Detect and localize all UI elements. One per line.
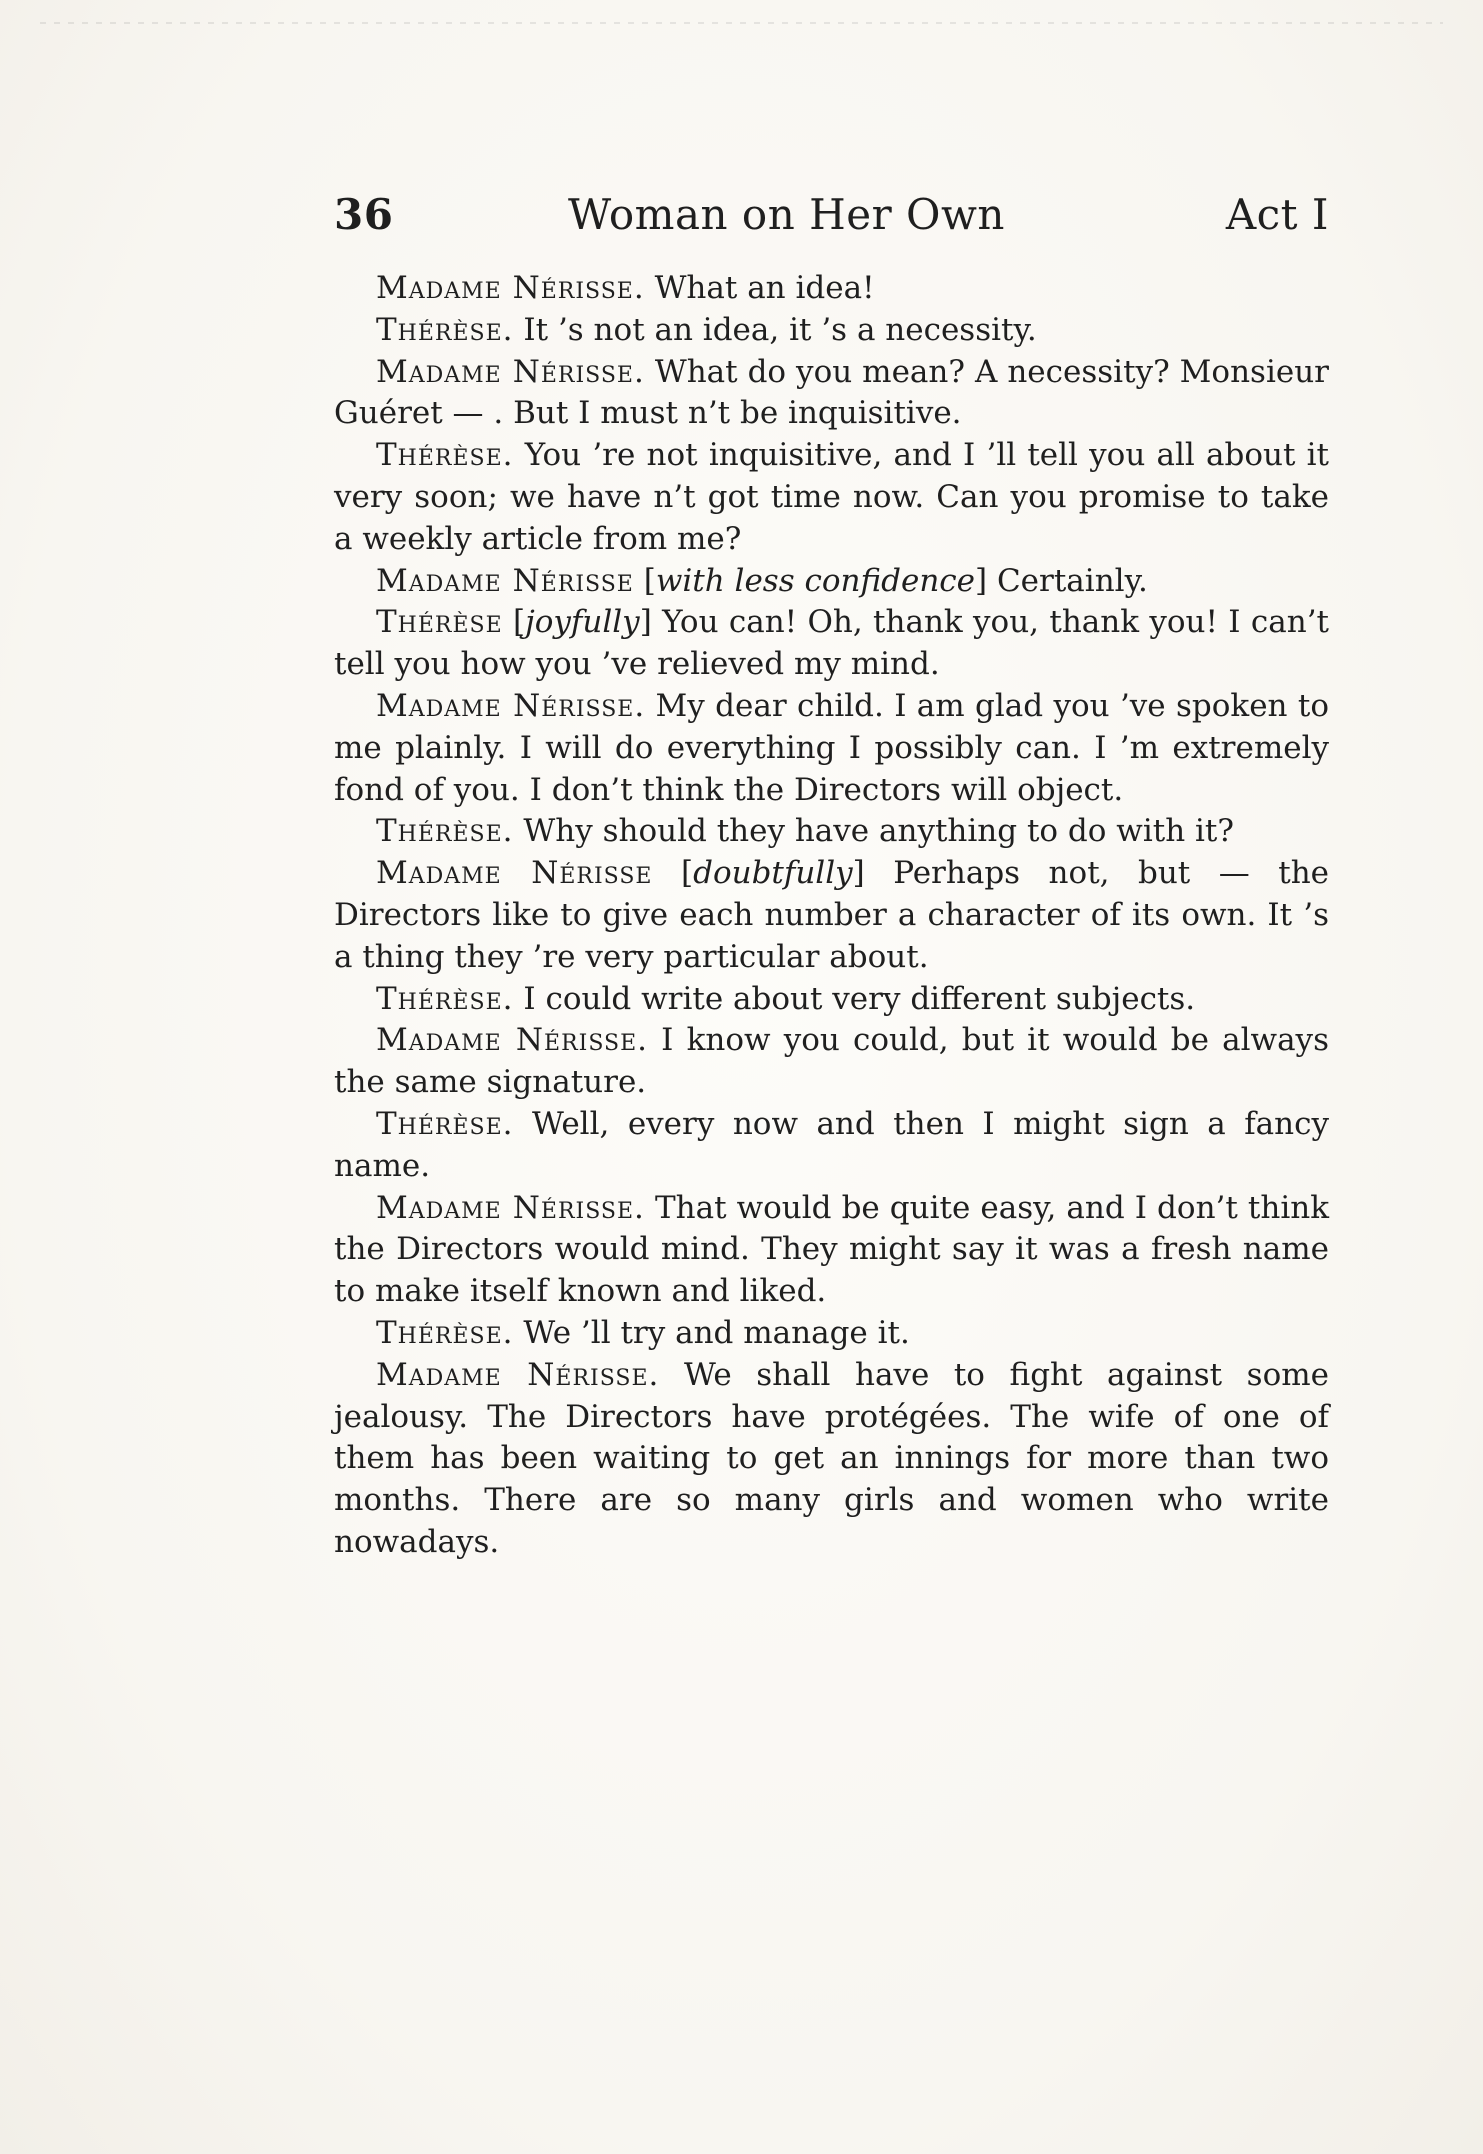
speech-paragraph xyxy=(334,1104,1329,1188)
speech-text: ] Perhaps not, but — the Directors like to give each number a character of its own. It ’s a thing they ’re very particular about. xyxy=(334,855,1330,975)
stage-bracket-open: [ xyxy=(502,604,526,641)
stage-bracket-open: [ xyxy=(633,562,656,599)
speaker-name: Madame Nérisse. xyxy=(376,1356,660,1393)
speaker-name: Thérèse. xyxy=(376,311,514,348)
stage-direction: with less confidence xyxy=(655,562,976,599)
speech-text: I know you could, but it would be always the same signature. xyxy=(334,1022,1329,1101)
speaker-name: Madame Nérisse. xyxy=(376,353,645,390)
speaker-name: Thérèse. xyxy=(376,1105,514,1142)
speech-text: My dear child. I am glad you ’ve spoken to me plainly. I will do everything I possibly can. I ’m extremely fond of you. I don’t think the Directors will object. xyxy=(334,687,1329,808)
book-title: Woman on Her Own xyxy=(568,190,1005,239)
speech-paragraph xyxy=(334,979,1329,1021)
speech-paragraph xyxy=(334,686,1329,811)
stage-direction: doubtfully xyxy=(693,855,853,892)
speech-text: That would be quite easy, and I don’t think the Directors would mind. They might say it was a fresh name to make itself known and liked. xyxy=(334,1189,1329,1310)
speech-paragraph xyxy=(334,602,1329,686)
speech-text: I could write about very different subjects. xyxy=(513,980,1196,1017)
speech-text: You ’re not inquisitive, and I ’ll tell you all about it very soon; we have n’t got time now. Can you promise to take a weekly article from me? xyxy=(334,437,1329,557)
text-block xyxy=(334,190,1329,1564)
speech-text: It ’s not an idea, it ’s a necessity. xyxy=(513,311,1037,348)
speech-paragraph xyxy=(334,310,1329,352)
speech-text: What an idea! xyxy=(644,270,875,306)
speech-text: ] You can! Oh, thank you, thank you! I can’t tell you how you ’ve relieved my mind. xyxy=(334,604,1330,683)
speaker-name: Thérèse. xyxy=(376,980,514,1017)
speech-paragraph xyxy=(334,1313,1329,1355)
scan-edge-mark xyxy=(40,22,1443,24)
speech-text: Well, every now and then I might sign a fancy name. xyxy=(334,1105,1329,1184)
speaker-name: Thérèse. xyxy=(376,437,514,474)
speaker-name: Thérèse. xyxy=(376,813,514,850)
speech-text: What do you mean? A necessity? Monsieur Guéret — . But I must n’t be inquisitive. xyxy=(334,353,1329,432)
speech-text: We ’ll try and manage it. xyxy=(513,1314,910,1351)
speech-paragraph xyxy=(334,561,1329,603)
speech-text: ] Certainly. xyxy=(975,562,1148,599)
speaker-name: Madame Nérisse. xyxy=(376,1189,645,1226)
speaker-name: Madame Nérisse xyxy=(376,562,634,599)
running-head xyxy=(334,190,1329,260)
stage-bracket-open: [ xyxy=(652,855,694,892)
speech-paragraph xyxy=(334,268,1329,310)
speech-text: We shall have to fight against some jealousy. The Directors have protégées. The wife of one of them has been waiting to get an innings for more than two months. There are so many girls and women who write nowadays. xyxy=(334,1356,1329,1560)
stage-direction: joyfully xyxy=(525,604,640,641)
speaker-name: Thérèse. xyxy=(376,1314,514,1351)
speech-paragraph xyxy=(334,1355,1329,1564)
speaker-name: Madame Nérisse. xyxy=(376,1022,649,1059)
page-number: 36 xyxy=(334,190,394,239)
speaker-name: Madame Nérisse. xyxy=(376,270,645,306)
speech-paragraph xyxy=(334,1188,1329,1313)
act-label: Act I xyxy=(1225,190,1329,239)
speech-paragraph xyxy=(334,853,1329,978)
speech-paragraph xyxy=(334,352,1329,436)
speech-text: Why should they have anything to do with it? xyxy=(513,813,1235,850)
dialogue xyxy=(334,268,1329,1564)
speech-paragraph xyxy=(334,811,1329,853)
speech-paragraph xyxy=(334,1020,1329,1104)
speaker-name: Madame Nérisse. xyxy=(376,687,646,724)
speech-paragraph xyxy=(334,435,1329,560)
speaker-name: Madame Nérisse xyxy=(376,855,653,892)
speaker-name: Thérèse xyxy=(376,604,503,641)
